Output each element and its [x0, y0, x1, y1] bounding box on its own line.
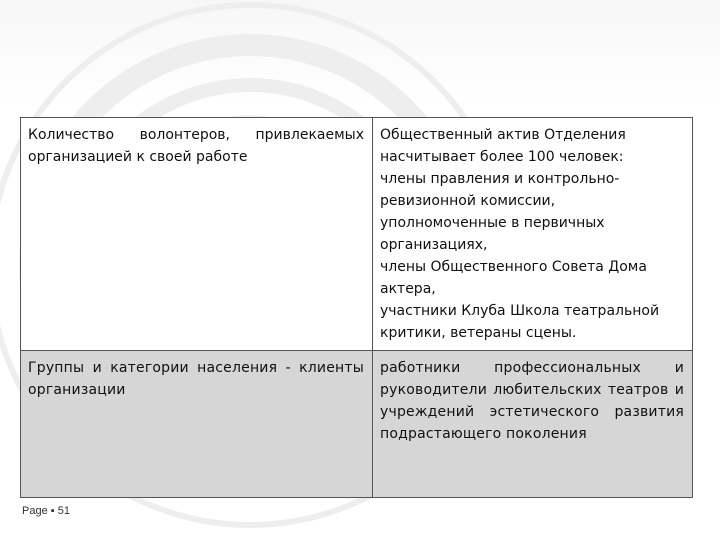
info-table	[20, 117, 693, 498]
row-value-client-groups: работники профессиональных и руководители любительских театров и учреждений эстетического развития подрастающего поколения	[373, 351, 693, 498]
row-value-volunteers	[373, 118, 693, 351]
value-line: организациях,	[380, 237, 488, 253]
row-label-volunteers: Количество волонтеров, привлекаемых организацией к своей работе	[21, 118, 373, 351]
value-line: члены правления и контрольно-	[380, 171, 620, 187]
value-line: участники Клуба Школа театральной	[380, 303, 660, 319]
page-number: Page ▪ 51	[22, 505, 70, 517]
table-row	[21, 351, 693, 498]
value-line: Общественный актив Отделения	[380, 127, 626, 143]
table-row	[21, 118, 693, 351]
value-line: критики, ветераны сцены.	[380, 325, 577, 341]
value-line: уполномоченные в первичных	[380, 215, 605, 231]
value-line: ревизионной комиссии,	[380, 193, 556, 209]
value-line: актера,	[380, 281, 436, 297]
value-line: члены Общественного Совета Дома	[380, 259, 647, 275]
row-label-client-groups: Группы и категории населения - клиенты организации	[21, 351, 373, 498]
value-line: насчитывает более 100 человек:	[380, 149, 624, 165]
